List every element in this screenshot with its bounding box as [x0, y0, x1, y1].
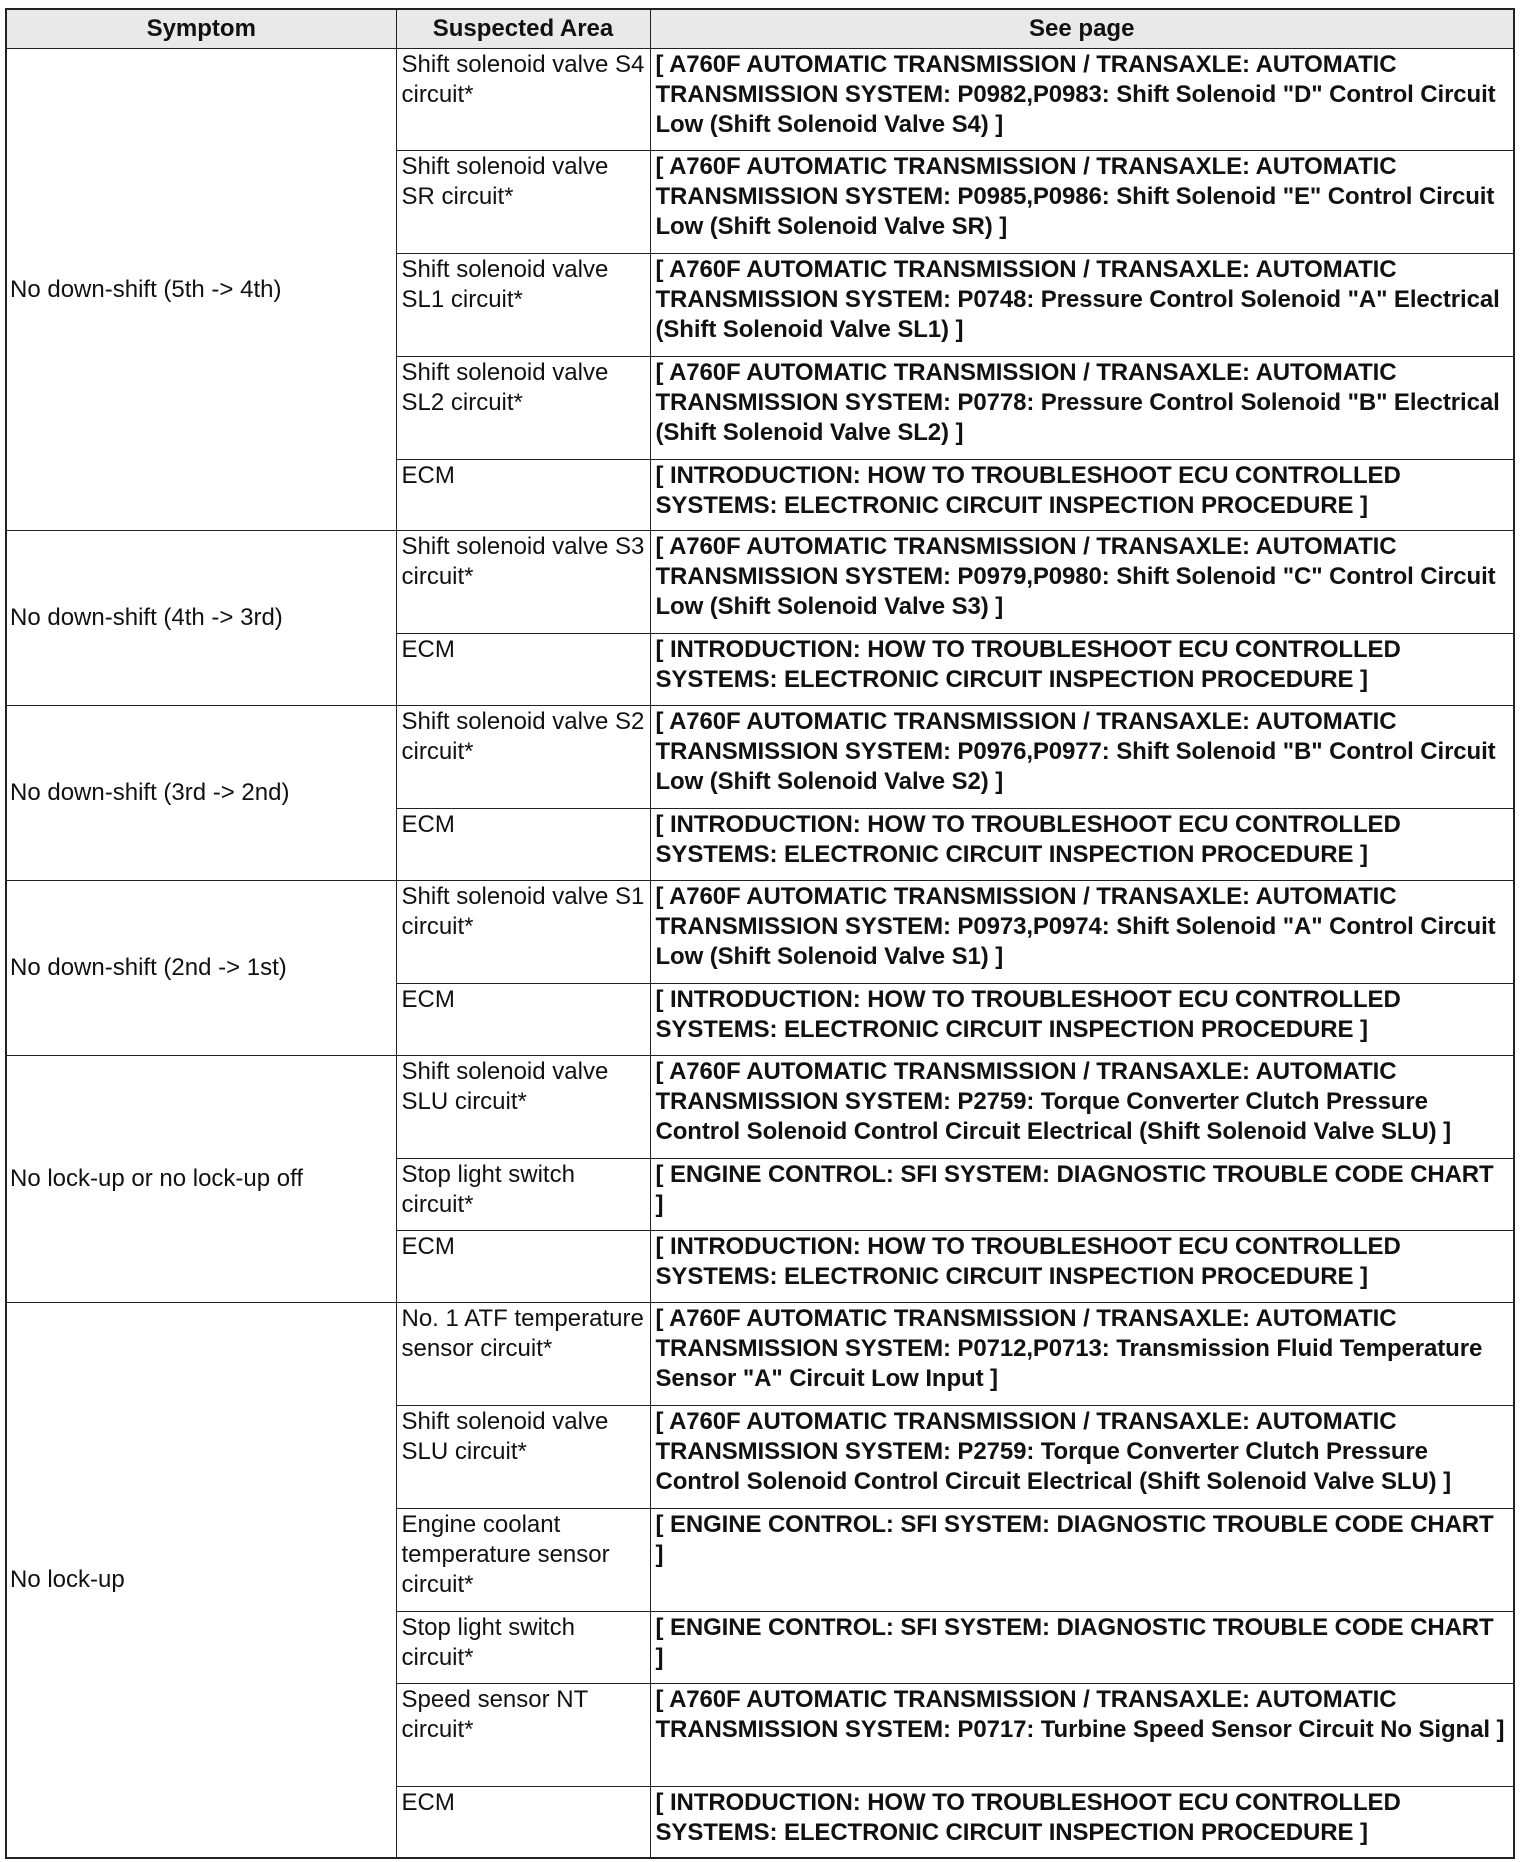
symptom-cell: No lock-up or no lock-up off [6, 1056, 396, 1303]
suspected-area-cell: ECM [396, 1787, 650, 1858]
see-page-link[interactable]: [ A760F AUTOMATIC TRANSMISSION / TRANSAXLE: AUTOMATIC TRANSMISSION SYSTEM: P0979,P0980: Shift Solenoid "C" Control Circuit Low (Shift Solenoid Valve S3) ] [650, 531, 1514, 634]
suspected-area-cell: Shift solenoid valve SLU circuit* [396, 1406, 650, 1509]
suspected-area-cell: Engine coolant temperature sensor circuit* [396, 1509, 650, 1612]
see-page-link[interactable]: [ A760F AUTOMATIC TRANSMISSION / TRANSAXLE: AUTOMATIC TRANSMISSION SYSTEM: P0717: Turbine Speed Sensor Circuit No Signal ] [650, 1684, 1514, 1787]
symptom-cell: No down-shift (4th -> 3rd) [6, 531, 396, 706]
suspected-area-cell: No. 1 ATF temperature sensor circuit* [396, 1303, 650, 1406]
see-page-link[interactable]: [ A760F AUTOMATIC TRANSMISSION / TRANSAXLE: AUTOMATIC TRANSMISSION SYSTEM: P0985,P0986: Shift Solenoid "E" Control Circuit Low (Shift Solenoid Valve SR) ] [650, 151, 1514, 254]
suspected-area-cell: Shift solenoid valve SL1 circuit* [396, 254, 650, 357]
see-page-link[interactable]: [ INTRODUCTION: HOW TO TROUBLESHOOT ECU CONTROLLED SYSTEMS: ELECTRONIC CIRCUIT INSPECTION PROCEDURE ] [650, 809, 1514, 881]
see-page-link[interactable]: [ ENGINE CONTROL: SFI SYSTEM: DIAGNOSTIC TROUBLE CODE CHART ] [650, 1159, 1514, 1231]
suspected-area-cell: Speed sensor NT circuit* [396, 1684, 650, 1787]
see-page-link[interactable]: [ INTRODUCTION: HOW TO TROUBLESHOOT ECU CONTROLLED SYSTEMS: ELECTRONIC CIRCUIT INSPECTION PROCEDURE ] [650, 634, 1514, 706]
symptom-cell: No down-shift (3rd -> 2nd) [6, 706, 396, 881]
troubleshooting-table [5, 8, 1515, 1859]
suspected-area-cell: Shift solenoid valve S3 circuit* [396, 531, 650, 634]
table-row [6, 1056, 1514, 1159]
header-row [6, 9, 1514, 49]
table-row [6, 531, 1514, 634]
symptom-cell: No down-shift (5th -> 4th) [6, 49, 396, 531]
symptom-cell: No down-shift (2nd -> 1st) [6, 881, 396, 1056]
suspected-area-cell: ECM [396, 984, 650, 1056]
suspected-area-cell: Shift solenoid valve S1 circuit* [396, 881, 650, 984]
see-page-link[interactable]: [ A760F AUTOMATIC TRANSMISSION / TRANSAXLE: AUTOMATIC TRANSMISSION SYSTEM: P0976,P0977: Shift Solenoid "B" Control Circuit Low (Shift Solenoid Valve S2) ] [650, 706, 1514, 809]
see-page-link[interactable]: [ A760F AUTOMATIC TRANSMISSION / TRANSAXLE: AUTOMATIC TRANSMISSION SYSTEM: P0748: Pressure Control Solenoid "A" Electrical (Shift Solenoid Valve SL1) ] [650, 254, 1514, 357]
suspected-area-cell: Shift solenoid valve SLU circuit* [396, 1056, 650, 1159]
table-row [6, 881, 1514, 984]
suspected-area-cell: Shift solenoid valve SR circuit* [396, 151, 650, 254]
see-page-link[interactable]: [ A760F AUTOMATIC TRANSMISSION / TRANSAXLE: AUTOMATIC TRANSMISSION SYSTEM: P0973,P0974: Shift Solenoid "A" Control Circuit Low (Shift Solenoid Valve S1) ] [650, 881, 1514, 984]
suspected-area-cell: ECM [396, 460, 650, 531]
see-page-link[interactable]: [ A760F AUTOMATIC TRANSMISSION / TRANSAXLE: AUTOMATIC TRANSMISSION SYSTEM: P0712,P0713: Transmission Fluid Temperature Sensor "A" Circuit Low Input ] [650, 1303, 1514, 1406]
see-page-link[interactable]: [ INTRODUCTION: HOW TO TROUBLESHOOT ECU CONTROLLED SYSTEMS: ELECTRONIC CIRCUIT INSPECTION PROCEDURE ] [650, 1231, 1514, 1303]
table-row [6, 49, 1514, 151]
suspected-area-cell: Stop light switch circuit* [396, 1612, 650, 1684]
suspected-area-cell: ECM [396, 809, 650, 881]
suspected-area-cell: Shift solenoid valve S4 circuit* [396, 49, 650, 151]
suspected-area-cell: ECM [396, 1231, 650, 1303]
see-page-link[interactable]: [ INTRODUCTION: HOW TO TROUBLESHOOT ECU CONTROLLED SYSTEMS: ELECTRONIC CIRCUIT INSPECTION PROCEDURE ] [650, 1787, 1514, 1858]
header-symptom: Symptom [6, 9, 396, 49]
see-page-link[interactable]: [ A760F AUTOMATIC TRANSMISSION / TRANSAXLE: AUTOMATIC TRANSMISSION SYSTEM: P2759: Torque Converter Clutch Pressure Control Solenoid Control Circuit Electrical (Shift Solenoid Valve SLU) ] [650, 1056, 1514, 1159]
see-page-link[interactable]: [ A760F AUTOMATIC TRANSMISSION / TRANSAXLE: AUTOMATIC TRANSMISSION SYSTEM: P0778: Pressure Control Solenoid "B" Electrical (Shift Solenoid Valve SL2) ] [650, 357, 1514, 460]
suspected-area-cell: Shift solenoid valve SL2 circuit* [396, 357, 650, 460]
see-page-link[interactable]: [ INTRODUCTION: HOW TO TROUBLESHOOT ECU CONTROLLED SYSTEMS: ELECTRONIC CIRCUIT INSPECTION PROCEDURE ] [650, 984, 1514, 1056]
symptom-cell: No lock-up [6, 1303, 396, 1858]
see-page-link[interactable]: [ ENGINE CONTROL: SFI SYSTEM: DIAGNOSTIC TROUBLE CODE CHART ] [650, 1509, 1514, 1612]
see-page-link[interactable]: [ ENGINE CONTROL: SFI SYSTEM: DIAGNOSTIC TROUBLE CODE CHART ] [650, 1612, 1514, 1684]
see-page-link[interactable]: [ INTRODUCTION: HOW TO TROUBLESHOOT ECU CONTROLLED SYSTEMS: ELECTRONIC CIRCUIT INSPECTION PROCEDURE ] [650, 460, 1514, 531]
see-page-link[interactable]: [ A760F AUTOMATIC TRANSMISSION / TRANSAXLE: AUTOMATIC TRANSMISSION SYSTEM: P2759: Torque Converter Clutch Pressure Control Solenoid Control Circuit Electrical (Shift Solenoid Valve SLU) ] [650, 1406, 1514, 1509]
suspected-area-cell: Shift solenoid valve S2 circuit* [396, 706, 650, 809]
header-suspected-area: Suspected Area [396, 9, 650, 49]
suspected-area-cell: Stop light switch circuit* [396, 1159, 650, 1231]
header-see-page: See page [650, 9, 1514, 49]
suspected-area-cell: ECM [396, 634, 650, 706]
see-page-link[interactable]: [ A760F AUTOMATIC TRANSMISSION / TRANSAXLE: AUTOMATIC TRANSMISSION SYSTEM: P0982,P0983: Shift Solenoid "D" Control Circuit Low (Shift Solenoid Valve S4) ] [650, 49, 1514, 151]
table-row [6, 706, 1514, 809]
table-row [6, 1303, 1514, 1406]
